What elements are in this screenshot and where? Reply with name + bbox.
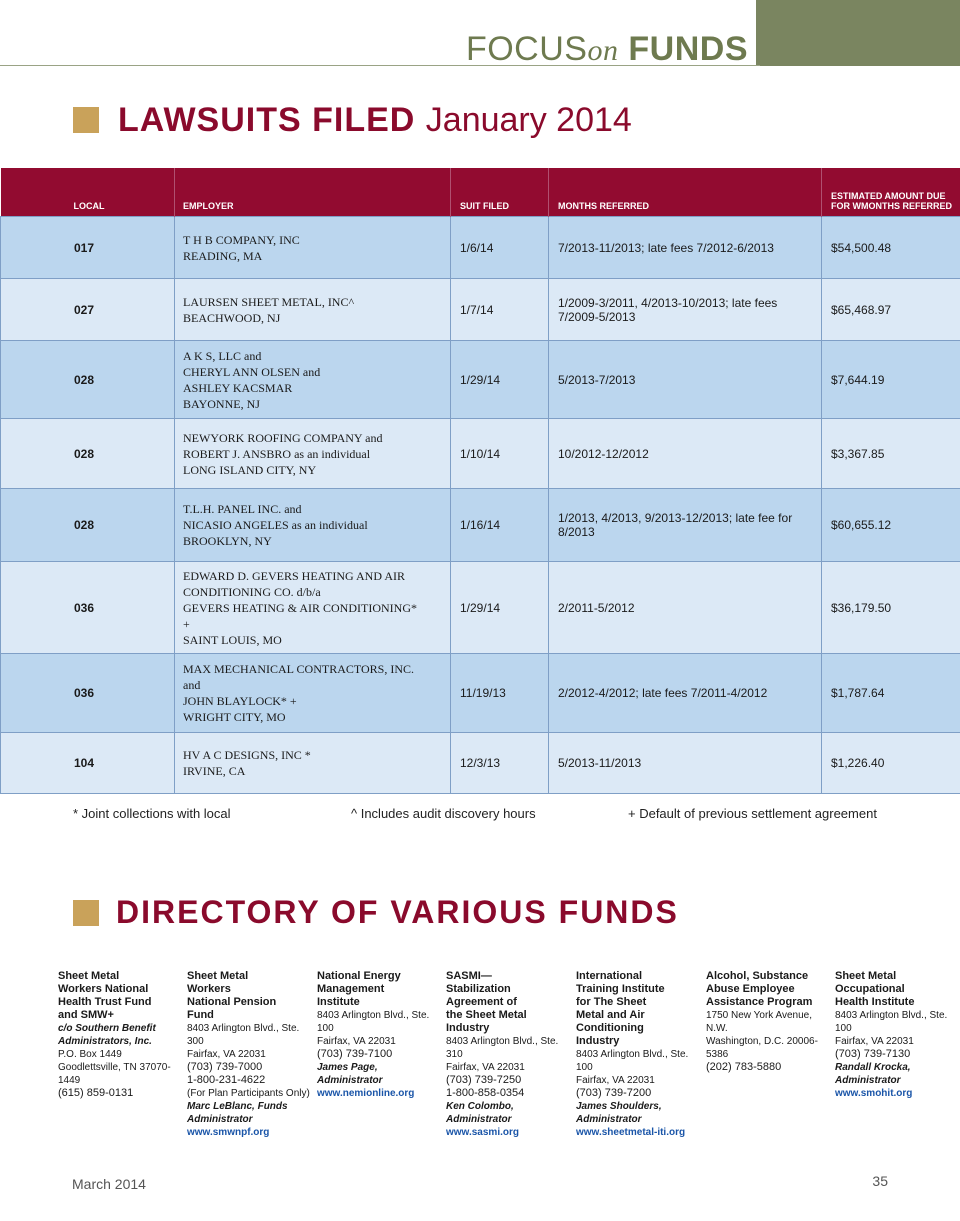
amount-due-cell: $36,179.50 <box>822 562 960 654</box>
local-cell: 028 <box>1 419 175 489</box>
fund-contact: Randall Krocka, Administrator <box>835 1062 911 1086</box>
employer-cell: EDWARD D. GEVERS HEATING AND AIR CONDITIONING CO. d/b/a GEVERS HEATING & AIR CONDITIONING* + SAINT LOUIS, MO <box>175 562 451 654</box>
employer-cell: LAURSEN SHEET METAL, INC^ BEACHWOOD, NJ <box>175 279 451 341</box>
fund-name: Alcohol, Substance Abuse Employee Assistance Program <box>706 970 813 1008</box>
local-cell: 036 <box>1 562 175 654</box>
fund-detail: 8403 Arlington Blvd., Ste. 100 Fairfax, VA 22031 <box>576 1049 689 1086</box>
fund-detail: (202) 783-5880 <box>706 1061 782 1073</box>
fund-entry <box>187 970 311 1139</box>
fund-detail: (615) 859-0131 <box>58 1087 134 1099</box>
fund-detail: 1750 New York Avenue, N.W. Washington, D.C. 20006-5386 <box>706 1010 818 1060</box>
fund-contact: James Shoulders, Administrator <box>576 1101 662 1125</box>
months-referred-cell: 10/2012-12/2012 <box>549 419 822 489</box>
lawsuits-title-month: January 2014 <box>425 101 632 139</box>
fund-name: SASMI— Stabilization Agreement of the Sheet Metal Industry <box>446 970 527 1034</box>
months-referred-cell: 7/2013-11/2013; late fees 7/2012-6/2013 <box>549 217 822 279</box>
footnote-default: + Default of previous settlement agreement <box>628 806 877 821</box>
fund-detail: P.O. Box 1449 Goodlettsville, TN 37070-1449 <box>58 1049 171 1086</box>
suit-filed-cell: 1/6/14 <box>451 217 549 279</box>
header-funds: FUNDS <box>628 30 748 68</box>
table-row <box>1 217 960 279</box>
section-header <box>466 30 748 70</box>
amount-due-cell: $1,226.40 <box>822 733 960 794</box>
suit-filed-cell: 1/10/14 <box>451 419 549 489</box>
lawsuits-title <box>118 98 632 142</box>
table-row <box>1 341 960 419</box>
fund-name: Sheet Metal Workers National Pension Fund <box>187 970 277 1021</box>
fund-detail: (703) 739-7130 <box>835 1048 911 1060</box>
suit-filed-cell: 1/16/14 <box>451 489 549 562</box>
fund-website-link[interactable]: www.sheetmetal-iti.org <box>576 1127 686 1138</box>
fund-detail: (703) 739-7250 1-800-858-0354 <box>446 1074 525 1099</box>
fund-detail: (703) 739-7200 <box>576 1087 652 1099</box>
col-employer: EMPLOYER <box>175 168 451 217</box>
months-referred-cell: 5/2013-7/2013 <box>549 341 822 419</box>
footnote-audit: ^ Includes audit discovery hours <box>351 806 536 821</box>
suit-filed-cell: 11/19/13 <box>451 654 549 733</box>
col-amount: ESTIMATED AMOUNT DUE FOR WMONTHS REFERRED <box>822 168 960 217</box>
amount-due-cell: $1,787.64 <box>822 654 960 733</box>
months-referred-cell: 1/2013, 4/2013, 9/2013-12/2013; late fee for 8/2013 <box>549 489 822 562</box>
table-row <box>1 279 960 341</box>
fund-entry <box>58 970 182 1100</box>
footer-date: March 2014 <box>72 1176 146 1192</box>
fund-website-link[interactable]: www.sasmi.org <box>446 1127 519 1138</box>
fund-website-link[interactable]: www.smwnpf.org <box>187 1127 270 1138</box>
fund-contact: James Page, Administrator <box>317 1062 383 1086</box>
table-row <box>1 654 960 733</box>
header-on: on <box>587 34 619 67</box>
bullet-square <box>73 107 99 133</box>
suit-filed-cell: 1/7/14 <box>451 279 549 341</box>
fund-entry <box>706 970 830 1074</box>
months-referred-cell: 2/2011-5/2012 <box>549 562 822 654</box>
table-row <box>1 419 960 489</box>
fund-website-link[interactable]: www.nemionline.org <box>317 1088 415 1099</box>
amount-due-cell: $65,468.97 <box>822 279 960 341</box>
amount-due-cell: $7,644.19 <box>822 341 960 419</box>
page-number: 35 <box>872 1173 888 1189</box>
lawsuits-table <box>0 168 960 794</box>
employer-cell: T.L.H. PANEL INC. and NICASIO ANGELES as an individual BROOKLYN, NY <box>175 489 451 562</box>
local-cell: 028 <box>1 489 175 562</box>
fund-contact: Ken Colombo, Administrator <box>446 1101 514 1125</box>
fund-detail: 8403 Arlington Blvd., Ste. 300 Fairfax, VA 22031 <box>187 1023 300 1060</box>
table-header-row <box>1 168 960 217</box>
employer-cell: A K S, LLC and CHERYL ANN OLSEN and ASHLEY KACSMAR BAYONNE, NJ <box>175 341 451 419</box>
fund-name: Sheet Metal Workers National Health Trust Fund and SMW+ <box>58 970 152 1021</box>
col-local: LOCAL <box>1 168 175 217</box>
local-cell: 027 <box>1 279 175 341</box>
months-referred-cell: 2/2012-4/2012; late fees 7/2011-4/2012 <box>549 654 822 733</box>
fund-detail: (For Plan Participants Only) <box>187 1088 310 1099</box>
fund-name: International Training Institute for The Sheet Metal and Air Conditioning Industry <box>576 970 665 1047</box>
fund-detail: (703) 739-7000 1-800-231-4622 <box>187 1061 266 1086</box>
fund-name: National Energy Management Institute <box>317 970 401 1008</box>
lawsuits-title-bold: LAWSUITS FILED <box>118 101 416 139</box>
fund-entry <box>317 970 441 1100</box>
col-months: MONTHS REFERRED <box>549 168 822 217</box>
header-accent-block <box>756 0 960 66</box>
fund-contact: Marc LeBlanc, Funds Administrator <box>187 1101 288 1125</box>
local-cell: 028 <box>1 341 175 419</box>
months-referred-cell: 5/2013-11/2013 <box>549 733 822 794</box>
fund-entry <box>446 970 570 1139</box>
suit-filed-cell: 1/29/14 <box>451 341 549 419</box>
fund-name: Sheet Metal Occupational Health Institute <box>835 970 915 1008</box>
footnote-joint: * Joint collections with local <box>73 806 231 821</box>
fund-detail: 8403 Arlington Blvd., Ste. 100 Fairfax, VA 22031 <box>317 1010 430 1047</box>
amount-due-cell: $3,367.85 <box>822 419 960 489</box>
suit-filed-cell: 1/29/14 <box>451 562 549 654</box>
local-cell: 017 <box>1 217 175 279</box>
local-cell: 104 <box>1 733 175 794</box>
directory-title: DIRECTORY OF VARIOUS FUNDS <box>116 894 679 930</box>
bullet-square <box>73 900 99 926</box>
fund-contact: c/o Southern Benefit Administrators, Inc. <box>58 1023 156 1047</box>
table-row <box>1 489 960 562</box>
header-focus: FOCUS <box>465 30 588 68</box>
fund-entry <box>576 970 700 1139</box>
months-referred-cell: 1/2009-3/2011, 4/2013-10/2013; late fees 7/2009-5/2013 <box>549 279 822 341</box>
col-suit-filed: SUIT FILED <box>451 168 549 217</box>
fund-website-link[interactable]: www.smohit.org <box>835 1088 913 1099</box>
local-cell: 036 <box>1 654 175 733</box>
fund-detail: 8403 Arlington Blvd., Ste. 100 Fairfax, VA 22031 <box>835 1010 948 1047</box>
table-row <box>1 733 960 794</box>
employer-cell: MAX MECHANICAL CONTRACTORS, INC. and JOHN BLAYLOCK* + WRIGHT CITY, MO <box>175 654 451 733</box>
fund-detail: 8403 Arlington Blvd., Ste. 310 Fairfax, VA 22031 <box>446 1036 559 1073</box>
suit-filed-cell: 12/3/13 <box>451 733 549 794</box>
fund-entry <box>835 970 959 1100</box>
employer-cell: T H B COMPANY, INC READING, MA <box>175 217 451 279</box>
amount-due-cell: $54,500.48 <box>822 217 960 279</box>
fund-detail: (703) 739-7100 <box>317 1048 393 1060</box>
employer-cell: NEWYORK ROOFING COMPANY and ROBERT J. ANSBRO as an individual LONG ISLAND CITY, NY <box>175 419 451 489</box>
amount-due-cell: $60,655.12 <box>822 489 960 562</box>
employer-cell: HV A C DESIGNS, INC * IRVINE, CA <box>175 733 451 794</box>
table-row <box>1 562 960 654</box>
